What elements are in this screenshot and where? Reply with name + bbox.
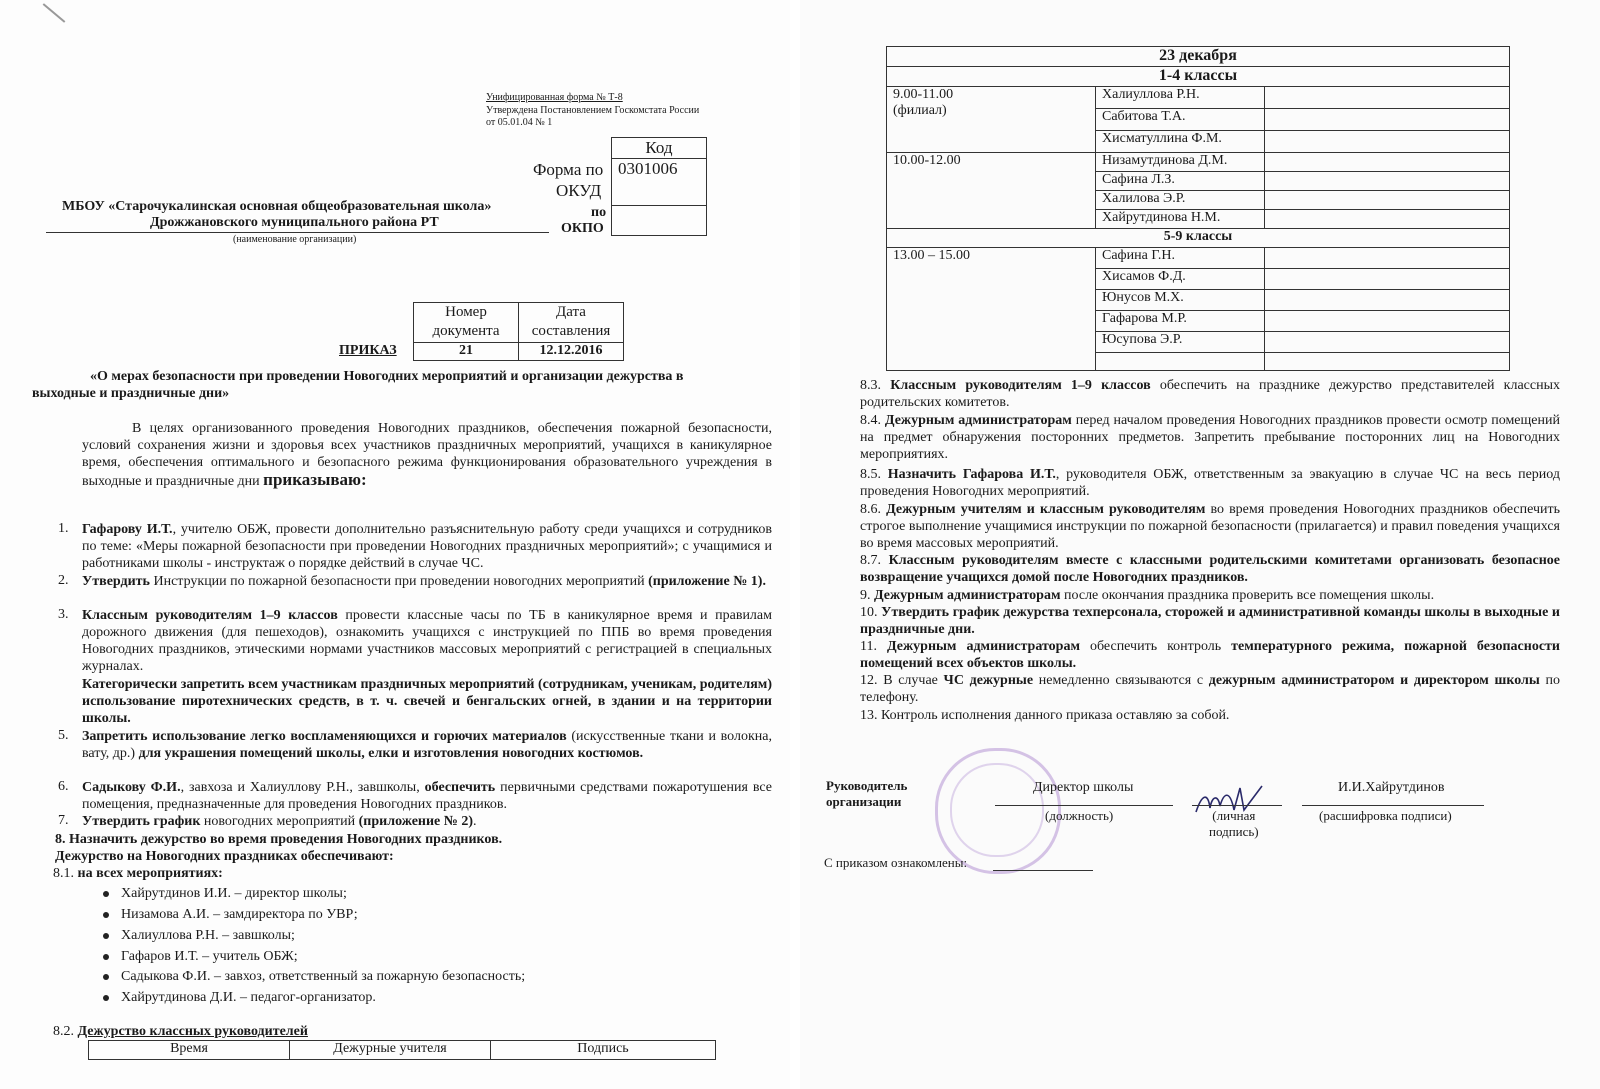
bullet-icon	[103, 891, 109, 897]
time-cell: 10.00-12.00	[887, 153, 1096, 229]
col-teachers: Дежурные учителя	[290, 1041, 491, 1060]
order-label: ПРИКАЗ	[339, 343, 397, 358]
p12-number: 12.	[860, 673, 878, 688]
schedule-date: 23 декабря	[887, 47, 1510, 67]
order-word: приказываю:	[263, 470, 367, 489]
stamp-inner-ring	[950, 763, 1044, 857]
position-caption: (должность)	[1045, 808, 1114, 823]
staff-item	[103, 928, 295, 944]
signature-caption-1: (личная	[1212, 808, 1256, 823]
staff-item	[103, 949, 298, 965]
sign-cell	[1265, 248, 1510, 269]
staff-text: Хайрутдинова Д.И. – педагог-организатор.	[121, 990, 376, 1005]
item-1-text: , учителю ОБЖ, провести дополнительно разъяснительную работу среди учащихся и сотрудников по теме: «Меры пожарной безопасности при проведении Новогодних праздничных мероприятий»; с учащимися и работниками школы - инструктаж о порядке действий в случае ЧС.	[82, 522, 772, 571]
p85-text: , руководителя ОБЖ, ответственным за эвакуацию в случае ЧС на весь период проведения Новогодних мероприятий.	[860, 467, 1561, 499]
p12-text-2: немедленно связываются с	[1033, 673, 1209, 688]
item-7-bold: Утвердить график	[82, 814, 201, 829]
doc-number-header: Номер документа	[414, 303, 519, 343]
sign-cell	[1265, 210, 1510, 229]
approval-note: Утверждена Постановлением Госкомстата России	[486, 105, 700, 116]
item-7	[82, 813, 772, 830]
p86-text: во время проведения Новогодних праздников обеспечить строгое выполнение учащимися инструкции по пожарной безопасности (прилагается) и правил поведения учащихся во время массовых мероприятий.	[860, 502, 1561, 551]
staff-item	[103, 886, 347, 902]
item-3-text: провести классные часы по ТБ в каникулярное время и правилам дорожного движения (для пешеходов), ознакомить учащихся с инструкцией по ППБ во время проведения Новогодних праздников, этическими нормами участников массовых мероприятий с регистрацией в специальных журналах.	[82, 608, 772, 674]
item-7-number: 7.	[58, 813, 69, 828]
teacher-cell: Халилова Э.Р.	[1096, 191, 1265, 210]
bullet-icon	[103, 995, 109, 1001]
doc-date: 12.12.2016	[519, 343, 624, 361]
p9-text: после окончания праздника проверить все помещения школы.	[1060, 588, 1435, 603]
doc-date-header: Дата составления	[519, 303, 624, 343]
paragraph-11	[860, 638, 1560, 672]
position-line	[995, 805, 1173, 806]
section-8-2-text: Дежурство классных руководителей	[77, 1024, 308, 1039]
p84-text: перед началом проведения Новогодних праздников провести осмотр помещений на предмет обнаружения посторонних предметов. Запретить пребывание посторонних лиц на Новогодних мероприятиях.	[860, 413, 1560, 462]
p11-text: обеспечить контроль	[1079, 639, 1232, 654]
sign-cell	[1265, 87, 1510, 109]
bullet-icon	[103, 974, 109, 980]
teacher-cell: Халиуллова Р.Н.	[1096, 87, 1265, 109]
sign-cell	[1265, 290, 1510, 311]
staff-item	[103, 969, 525, 985]
code-header: Код	[612, 138, 706, 159]
approval-date: от 05.01.04 № 1	[486, 117, 553, 128]
bullet-icon	[103, 933, 109, 939]
paragraph-13: 13. Контроль исполнения данного приказа оставляю за собой.	[860, 708, 1230, 723]
teacher-cell: Низамутдинова Д.М.	[1096, 153, 1265, 172]
item-6-bold-2: обеспечить	[424, 780, 496, 795]
p83-text: обеспечить на празднике дежурство представителей классных родительских комитетов.	[860, 378, 1561, 410]
paragraph-8-4	[860, 412, 1560, 463]
sign-cell	[1265, 269, 1510, 290]
signature-line	[1192, 805, 1282, 806]
sign-cell	[1265, 109, 1510, 131]
okud-label: Форма по	[533, 160, 604, 179]
p11-number: 11.	[860, 639, 877, 654]
item-6-number: 6.	[58, 779, 69, 794]
order-title: «О мерах безопасности при проведении Новогодних мероприятий и организации дежурства в	[90, 369, 684, 384]
item-5-text: (искусственные ткани и волокна, вату, др.)	[82, 729, 772, 761]
p12-bold-2: дежурным администратором и директором школы	[1208, 673, 1540, 688]
staff-text: Гафаров И.Т. – учитель ОБЖ;	[121, 949, 298, 964]
teacher-cell: Хайрутдинова Н.М.	[1096, 210, 1265, 229]
org-district: Дрожжановского муниципального района РТ	[150, 215, 439, 230]
section-8-2-number: 8.2.	[53, 1024, 74, 1039]
intro-paragraph	[82, 420, 772, 490]
signer-position: Директор школы	[1033, 780, 1134, 795]
paragraph-10	[860, 604, 1560, 638]
section-8-1	[53, 866, 223, 882]
paragraph-8-7	[860, 552, 1560, 586]
item-1	[82, 521, 772, 572]
acquainted-line	[993, 870, 1093, 871]
item-5-bold: Запретить использование легко воспламеняющихся и горючих материалов	[82, 729, 567, 744]
item-3-bold: Классным руководителям 1–9 классов	[82, 608, 338, 623]
p83-bold: Классным руководителям 1–9 классов	[890, 378, 1151, 393]
teacher-cell: Хисамов Ф.Д.	[1096, 269, 1265, 290]
item-6-text-2: первичными средствами пожаротушения все помещения, предназначенные для проведения Новогодних праздников.	[82, 780, 772, 812]
p12-text: В случае	[883, 673, 944, 688]
teacher-cell: Сабитова Т.А.	[1096, 109, 1265, 131]
decode-caption: (расшифровка подписи)	[1319, 808, 1452, 823]
sign-cell	[1265, 131, 1510, 153]
unified-form-label: Унифицированная форма № Т-8	[486, 92, 623, 103]
teacher-cell: Сафина Л.З.	[1096, 172, 1265, 191]
org-underline	[46, 232, 549, 233]
teacher-cell: Юнусов М.Х.	[1096, 290, 1265, 311]
org-caption: (наименование организации)	[233, 234, 357, 245]
item-8: 8. Назначить дежурство во время проведения Новогодних праздников.	[55, 832, 503, 847]
schedule-table	[886, 46, 1510, 371]
head-label-2: организации	[826, 794, 902, 809]
code-box	[611, 137, 707, 236]
item-7-text: новогодних мероприятий	[200, 814, 359, 829]
slot-time: 9.00-11.00	[893, 87, 954, 102]
p11-bold: Дежурным администраторам	[886, 639, 1080, 654]
signer-name: И.И.Хайрутдинов	[1338, 780, 1445, 795]
p85-bold: Назначить Гафарова И.Т.	[887, 467, 1056, 482]
p11-bold-2: температурного режима, пожарной безопасности помещений всех объектов школы.	[860, 639, 1560, 671]
paragraph-9	[860, 587, 1560, 604]
item-3-number: 3.	[58, 607, 69, 622]
p83-number: 8.3.	[860, 378, 881, 393]
item-6-bold: Садыкову Ф.И.	[82, 780, 181, 795]
item-2-bold: Утвердить	[82, 574, 150, 589]
head-label	[826, 778, 907, 810]
item-5	[82, 728, 772, 762]
head-label-1: Руководитель	[826, 778, 908, 793]
p10-number: 10.	[860, 605, 878, 620]
col-sign: Подпись	[491, 1041, 716, 1060]
duty-heading: Дежурство на Новогодних праздниках обеспечивают:	[55, 849, 394, 864]
item-2-text: Инструкции по пожарной безопасности при проведении новогодних мероприятий	[149, 574, 649, 589]
section-8-1-number: 8.1.	[53, 866, 74, 881]
time-cell: 13.00 – 15.00	[887, 248, 1096, 371]
item-2	[82, 573, 772, 590]
duty-table-header	[88, 1040, 716, 1060]
staff-text: Халиуллова Р.Н. – завшколы;	[121, 928, 295, 943]
slot-note: (филиал)	[893, 103, 947, 118]
item-7-end: .	[473, 814, 477, 829]
okpo-code	[612, 206, 706, 236]
time-cell	[887, 87, 1096, 153]
decode-line	[1302, 805, 1484, 806]
org-name: МБОУ «Старочукалинская основная общеобразовательная школа»	[62, 199, 492, 214]
item-2-ref: (приложение № 1).	[648, 574, 766, 589]
item-5-bold-2: для украшения помещений школы, елки и изготовления новогодних костюмов.	[138, 746, 644, 761]
section-8-1-text: на всех мероприятиях:	[77, 866, 223, 881]
item-5-number: 5.	[58, 728, 69, 743]
paragraph-8-6	[860, 501, 1560, 552]
p84-bold: Дежурным администраторам	[884, 413, 1072, 428]
teacher-cell: Юсупова Э.Р.	[1096, 332, 1265, 353]
staff-item	[103, 907, 358, 923]
sign-cell	[1265, 191, 1510, 210]
okpo-label: по	[591, 205, 607, 220]
section-8-2	[53, 1024, 308, 1040]
sign-cell	[1265, 332, 1510, 353]
item-6	[82, 779, 772, 813]
okud-code: 0301006	[612, 159, 706, 206]
p84-number: 8.4.	[860, 413, 881, 428]
group-heading: 1-4 классы	[887, 67, 1510, 87]
signature-caption	[1209, 808, 1259, 840]
p86-bold: Дежурным учителям и классным руководителям	[886, 502, 1206, 517]
p85-number: 8.5.	[860, 467, 881, 482]
paragraph-8-3	[860, 377, 1560, 411]
item-4: Категорически запретить всем участникам праздничных мероприятий (сотрудникам, ученикам, родителям) использование пиротехнических средств, в т. ч. свечей и бенгальских огней, в здании и на территории школы.	[82, 677, 772, 726]
teacher-cell: Хисматуллина Ф.М.	[1096, 131, 1265, 153]
staff-text: Низамова А.И. – замдиректора по УВР;	[121, 907, 358, 922]
item-1-bold: Гафарову И.Т.	[82, 522, 173, 537]
teacher-cell: Сафина Г.Н.	[1096, 248, 1265, 269]
p12-text-3: по телефону.	[860, 673, 1560, 705]
doc-number: 21	[414, 343, 519, 361]
p12-bold: ЧС дежурные	[943, 673, 1034, 688]
p10-bold: Утвердить график дежурства техперсонала, сторожей и административной команды школы в выходные и праздничные дни.	[860, 605, 1561, 637]
p9-number: 9.	[860, 588, 871, 603]
document-number-table	[413, 302, 624, 361]
p86-number: 8.6.	[860, 502, 881, 517]
sign-cell	[1265, 353, 1510, 371]
p87-bold: Классным руководителям вместе с классными родительскими комитетами организовать безопасное возвращение учащихся домой после Новогодних праздников.	[860, 553, 1560, 585]
signature-caption-2: подпись)	[1209, 824, 1259, 839]
staff-text: Хайрутдинов И.И. – директор школы;	[121, 886, 347, 901]
item-7-ref: (приложение № 2)	[358, 814, 473, 829]
teacher-cell	[1096, 353, 1265, 371]
col-time: Время	[89, 1041, 290, 1060]
group-heading: 5-9 классы	[887, 229, 1510, 248]
staff-item	[103, 990, 376, 1006]
sign-cell	[1265, 172, 1510, 191]
paragraph-8-5	[860, 466, 1560, 500]
p87-number: 8.7.	[860, 553, 881, 568]
sign-cell	[1265, 311, 1510, 332]
staff-text: Садыкова Ф.И. – завхоз, ответственный за пожарную безопасность;	[121, 969, 526, 984]
item-2-number: 2.	[58, 573, 69, 588]
item-1-number: 1.	[58, 521, 69, 536]
order-title-2: выходные и праздничные дни»	[32, 386, 230, 401]
intro-text: В целях организованного проведения Новогодних праздников, обеспечения пожарной безопасности, условий сохранения жизни и здоровья всех участников праздничных мероприятий, учащихся в каникулярное время, обеспечения оптимального и безопасного режима функционирования образовательного учреждения в выходные и праздничные дни	[82, 421, 772, 489]
item-3	[82, 607, 772, 675]
okud-label-2: ОКУД	[556, 181, 602, 200]
paragraph-12	[860, 672, 1560, 706]
p9-bold: Дежурным администраторам	[874, 588, 1061, 603]
okpo-label-2: ОКПО	[561, 221, 604, 236]
sign-cell	[1265, 153, 1510, 172]
bullet-icon	[103, 954, 109, 960]
teacher-cell: Гафарова М.Р.	[1096, 311, 1265, 332]
acquainted-label: С приказом ознакомлены:	[824, 855, 968, 870]
item-6-text: , завхоза и Халиуллову Р.Н., завшколы,	[180, 780, 425, 795]
bullet-icon	[103, 912, 109, 918]
